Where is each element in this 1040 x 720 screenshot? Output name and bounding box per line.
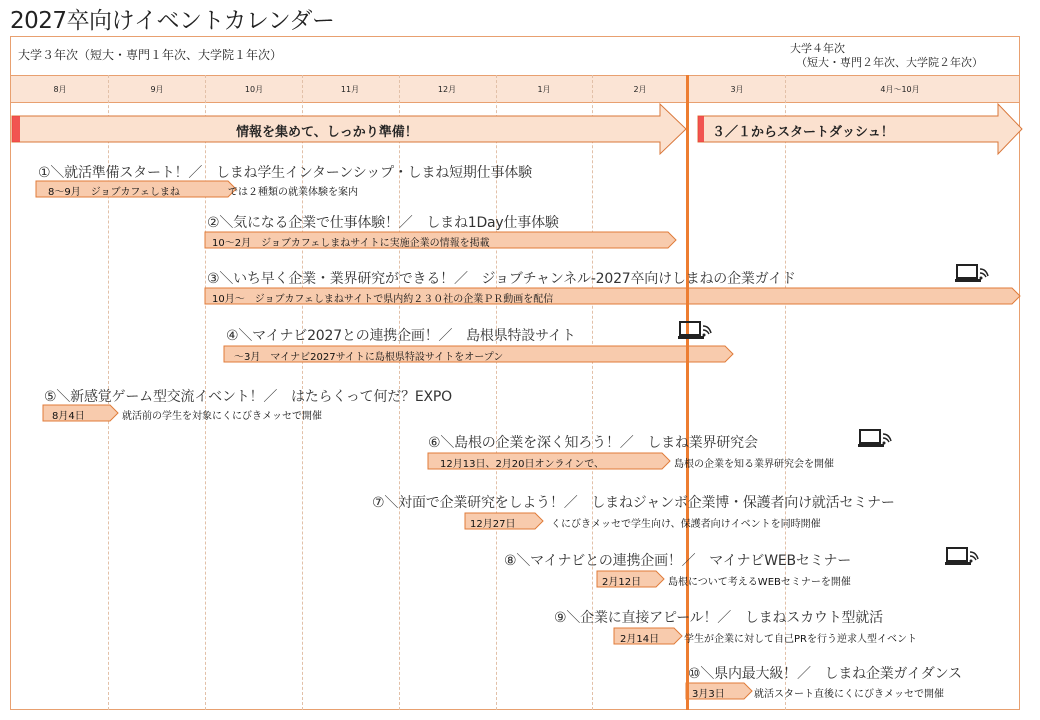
- online-computer-icon: [955, 263, 989, 285]
- month-label: 2月: [633, 85, 647, 94]
- month-label: 1月: [537, 85, 551, 94]
- event-bar-text: 12月27日: [470, 519, 516, 530]
- month-label: 4月～10月: [880, 85, 920, 94]
- event-heading: ⑦＼対面で企業研究をしよう！／ しまねジャンボ企業博・保護者向け就活セミナー: [372, 495, 895, 511]
- event-heading: ②＼気になる企業で仕事体験！／ しまね1Day仕事体験: [207, 215, 559, 231]
- event-heading: ⑤＼新感覚ゲーム型交流イベント！／ はたらくって何だ？EXPO: [44, 389, 452, 405]
- event-heading: ①＼就活準備スタート！／ しまね学生インターンシップ・しまね短期仕事体験: [38, 165, 532, 181]
- event-bar-text: 2月12日: [602, 577, 642, 588]
- event-bar-text: 10～2月 ジョブカフェしまねサイトに実施企業の情報を掲載: [212, 238, 490, 249]
- page-title: 2027卒向けイベントカレンダー: [10, 8, 335, 34]
- event-description: 就活スタート直後にくにびきメッセで開催: [754, 689, 944, 700]
- year4-sublabel: （短大・専門２年次、大学院２年次）: [796, 56, 983, 69]
- event-description: 島根について考えるWEBセミナーを開催: [668, 577, 851, 588]
- month-label: 11月: [340, 85, 360, 94]
- event-heading: ⑨＼企業に直接アピール！／ しまねスカウト型就活: [554, 610, 883, 626]
- phase-arrow-marker: [698, 116, 704, 142]
- event-bar-text: 10月～ ジョブカフェしまねサイトで県内約２３０社の企業ＰＲ動画を配信: [212, 294, 554, 305]
- phase-label-start: ３／１からスタートダッシュ！: [712, 125, 894, 140]
- month-label: 10月: [244, 85, 264, 94]
- year4-label: 大学４年次: [790, 42, 845, 55]
- event-description: 就活前の学生を対象にくにびきメッセで開催: [122, 411, 322, 422]
- event-heading: ⑧＼マイナビとの連携企画！／ マイナビWEBセミナー: [504, 553, 852, 569]
- phase-label-prep: 情報を集めて、しっかり準備！: [236, 125, 418, 140]
- online-computer-icon: [945, 546, 979, 568]
- year3-label: 大学３年次（短大・専門１年次、大学院１年次）: [18, 48, 283, 62]
- month-label: 9月: [150, 85, 164, 94]
- event-bar-text: ～3月 マイナビ2027サイトに島根県特設サイトをオープン: [234, 352, 504, 363]
- online-computer-icon: [858, 428, 892, 450]
- online-computer-icon: [678, 320, 712, 342]
- event-bar-text: 12月13日、2月20日オンラインで、: [440, 459, 605, 470]
- event-description: くにびきメッセで学生向け、保護者向けイベントを同時開催: [551, 519, 821, 530]
- event-description: 島根の企業を知る業界研究会を開催: [674, 459, 834, 470]
- event-heading: ③＼いち早く企業・業界研究ができる！／ ジョブチャンネル-2027卒向けしまねの企業ガイド: [207, 271, 796, 287]
- event-heading: ④＼マイナビ2027との連携企画！／ 島根県特設サイト: [226, 328, 576, 344]
- event-bar-text: 3月3日: [692, 689, 725, 700]
- month-label: 12月: [437, 85, 457, 94]
- event-bar-text: 2月14日: [620, 634, 660, 645]
- event-description: 学生が企業に対して自己PRを行う逆求人型イベント: [684, 634, 917, 645]
- phase-arrow-marker: [12, 116, 20, 142]
- month-label: 8月: [53, 85, 67, 94]
- event-bar-text: 8月4日: [52, 411, 85, 422]
- event-heading: ⑥＼島根の企業を深く知ろう！／ しまね業界研究会: [428, 435, 758, 451]
- event-description: では２種類の就業体験を案内: [228, 187, 358, 198]
- month-label: 3月: [730, 85, 744, 94]
- event-heading: ⑩＼県内最大級！／ しまね企業ガイダンス: [688, 666, 962, 682]
- event-bar-text: 8～9月 ジョブカフェしまね: [48, 187, 180, 198]
